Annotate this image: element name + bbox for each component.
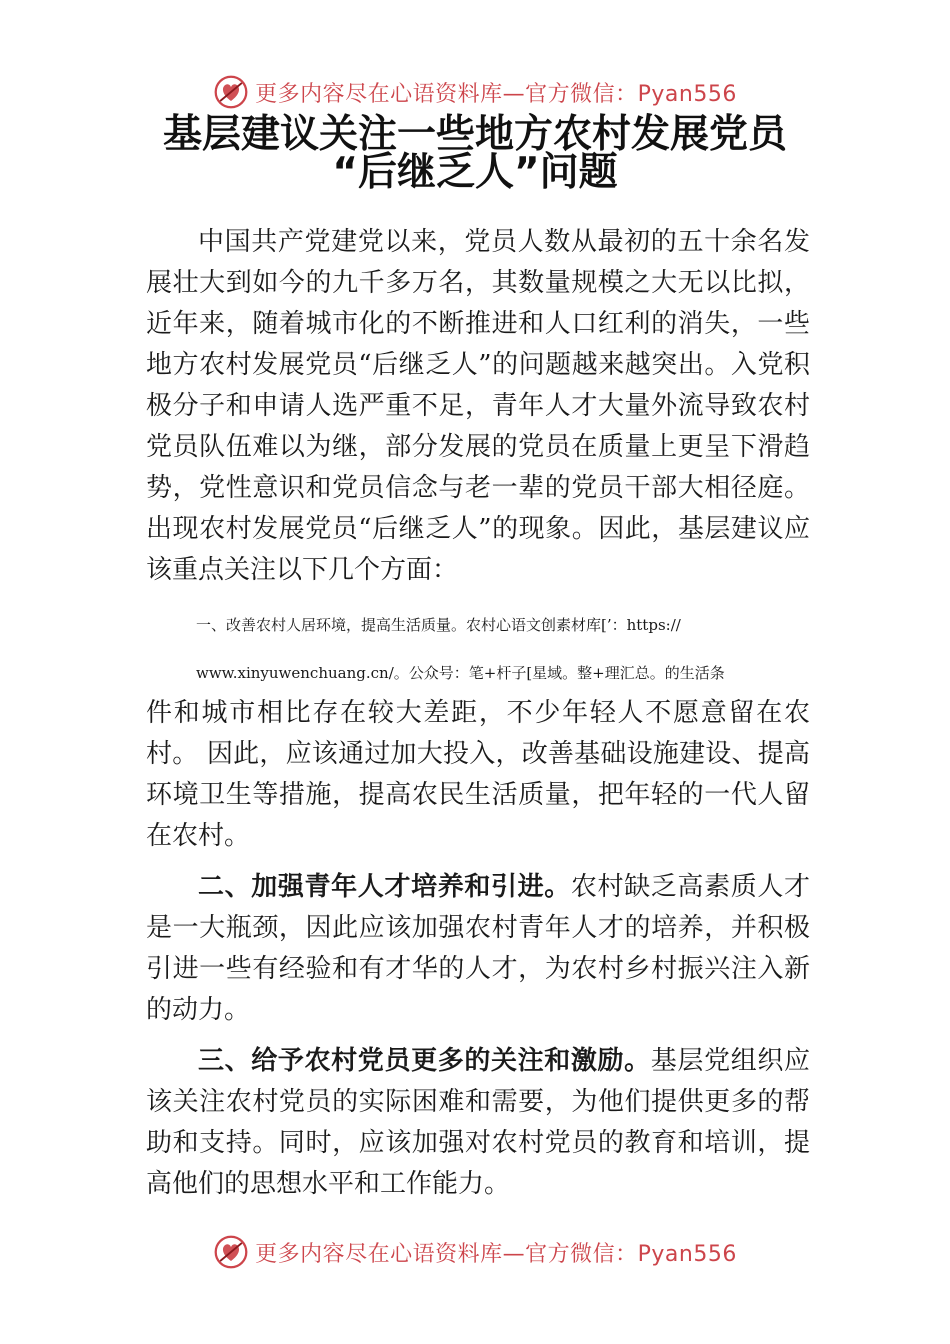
item1-continuation: 件和城市相比存在较大差距，不少年轻人不愿意留在农村。 因此，应该通过加大投入，改善基础设施建设、提高环境卫生等措施，提高农民生活质量，把年轻的一代人留在农村。 xyxy=(146,698,810,851)
heart-logo-icon xyxy=(213,74,249,110)
intro-paragraph: 中国共产党建党以来，党员人数从最初的五十余名发展壮大到如今的九千多万名，其数量规模之大无以比拟，近年来，随着城市化的不断推进和人口红利的消失，一些地方农村发展党员“后继乏人”的问题越来越突出。入党积极分子和申请人选严重不足，青年人才大量外流导致农村党员队伍难以为继，部分发展的党员在质量上更呈下滑趋势，党性意识和党员信念与老一辈的党员干部大相径庭。出现农村发展党员“后继乏人”的现象。因此，基层建议应该重点关注以下几个方面： xyxy=(146,227,810,585)
footer-banner-text: 更多内容尽在心语资料库—官方微信：Pyan556 xyxy=(255,1241,737,1267)
item3-heading: 三、给予农村党员更多的关注和激励。 xyxy=(198,1046,651,1076)
item2-text: 农村缺乏高素质人才是一大瓶颈，因此应该加强农村青年人才的培养，并积极引进一些有经验和有才华的人才，为农村乡村振兴注入新的动力。 xyxy=(146,872,810,1025)
title-line-1: 基层建议关注一些地方农村发展党员 xyxy=(162,112,787,157)
item2-paragraph xyxy=(146,867,810,1031)
item3-paragraph xyxy=(146,1041,810,1205)
item1-small-text xyxy=(146,601,810,697)
item2-heading: 二、加强青年人才培养和引进。 xyxy=(198,872,571,902)
item1-small-line-2: www.xinyuwenchuang.cn/。公众号：笔+杆子[星域。整+理汇总。的生活条 xyxy=(196,664,725,682)
document-body xyxy=(146,222,810,1205)
footer-banner xyxy=(0,1230,950,1274)
item1-small-line-1: 一、改善农村人居环境，提高生活质量。农村心语文创素材库[’：https:// xyxy=(196,616,681,634)
page-title xyxy=(0,112,950,195)
heart-logo-icon xyxy=(213,1234,249,1270)
header-banner-text: 更多内容尽在心语资料库—官方微信：Pyan556 xyxy=(255,81,737,107)
item3-text: 基层党组织应该关注农村党员的实际困难和需要，为他们提供更多的帮助和支持。同时，应该加强对农村党员的教育和培训，提高他们的思想水平和工作能力。 xyxy=(146,1046,810,1199)
title-line-2: “后继乏人”问题 xyxy=(332,150,618,195)
header-banner xyxy=(0,70,950,114)
